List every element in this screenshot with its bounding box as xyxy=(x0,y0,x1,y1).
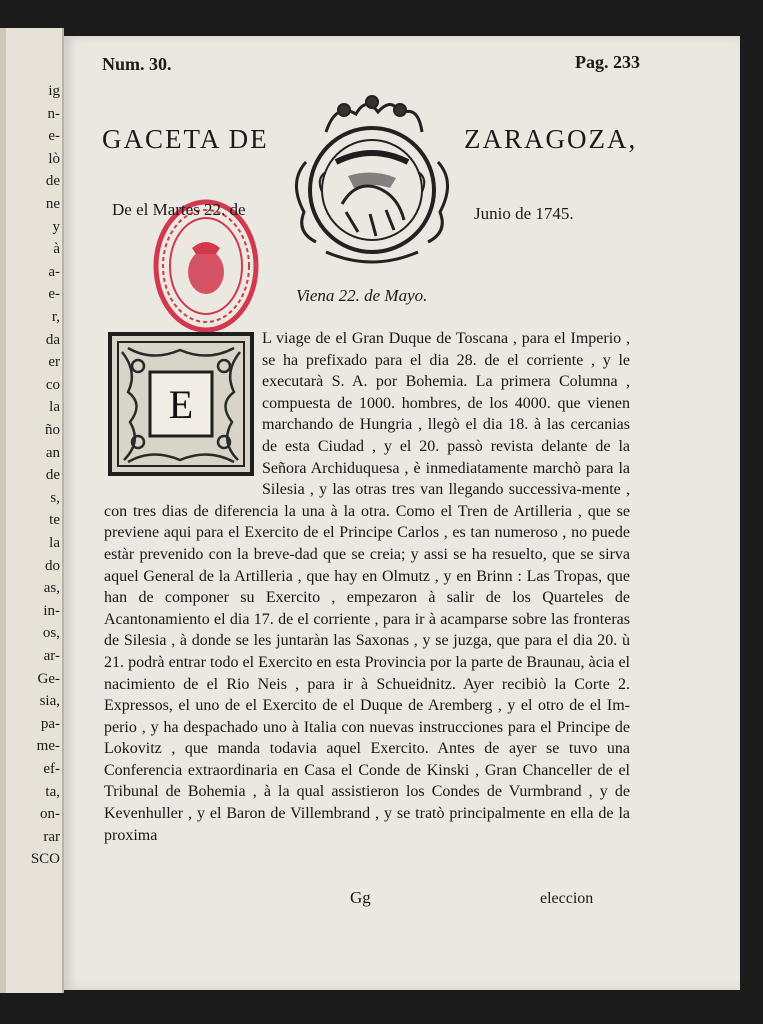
left-page-fragment: do xyxy=(45,557,60,574)
gazette-page xyxy=(64,36,740,990)
left-page-fragment: ig xyxy=(48,83,60,99)
left-page-fragment: lò xyxy=(48,150,60,167)
title-right: ZARAGOZA, xyxy=(464,124,638,154)
left-page-fragment: as, xyxy=(43,580,60,597)
left-page-fragment: e- xyxy=(48,286,60,303)
left-page-fragment: on- xyxy=(40,806,60,823)
left-page-fragment: de xyxy=(45,467,60,484)
left-page-fragment: la xyxy=(49,535,60,551)
initial-spacer xyxy=(104,328,262,494)
left-page-edge xyxy=(0,28,64,993)
article-dateline: Viena 22. de Mayo. xyxy=(296,286,428,305)
left-page-fragment: ño xyxy=(45,422,60,438)
left-page-fragment: an xyxy=(45,444,60,461)
left-page-fragment: a- xyxy=(48,263,60,280)
left-page-fragment: da xyxy=(45,331,60,348)
issue-number: Num. 30. xyxy=(102,54,172,74)
left-page-fragment: à xyxy=(53,241,60,258)
left-page-fragment: s, xyxy=(50,489,60,506)
left-page-fragment: sia, xyxy=(39,693,60,710)
left-page-fragment: la xyxy=(49,399,60,416)
left-page-gutter xyxy=(0,28,6,993)
left-page-fragment: ta, xyxy=(45,783,60,800)
left-page-fragment: r, xyxy=(51,309,60,325)
article-text: L viage de el Gran Duque de Toscana , para el Imperio , se ha prefixado para el dia 28. de el corriente , y le executarà S. A. por Bohemia. La primera Columna , compuesta de 1000. hombres, de los 4000. que vienen marchando de Hungria , llegò el dia 18. à las cercanias de esta Ciudad , y el 20. passò revista delante de la Señora Archiduquesa , è inmediatamente marchò para la Silesia , y las otras tres van llegando successiva-mente , con tres dias de diferencia la una à la otra. Como el Tren de Artilleria , que se previene aqui para el Exercito de el Principe Carlos , es tan numeroso , no puede estàr prevenido con la breve-dad que se creia; y assi se ha resuelto, que se sirva aquel General de la Artilleria , que hay en Olmutz , y en Brinn : Las Tropas, que han de componer su Exercito , empezaron à salir de los Quarteles de Acantonamiento el dia 17. de el corriente , para ir à acamparse sobre las fronteras de Silesia , à donde se les juntaràn las Saxonas , y se juzga, que para el dia 20. ù 21. podrà entrar todo el Exercito en esta Provincia por la parte de Braunau, àcia el nacimiento de el Rio Neis , para ir à Schueidnitz. Ayer recibiò la Corte 2. Expressos, el uno de el Exercito de el Duque de Aremberg , y el otro de el Im-perio , y ha despachado uno à Italia con nuevas instrucciones para el Principe de Lokovitz , que manda todavia aquel Exercito. Antes de ayer se tuvo una Conferencia extraordinaria en Casa el Conde de Kinski , Gran Chanceller de el Tribunal de Bohemia , à la qual assistieron los Condes de Vurmbrand , y de Kevenhuller , y el Baron de Villembrand , y se tratò principalmente en ella de la proxima xyxy=(104,330,630,844)
page-number: Pag. 233 xyxy=(575,52,640,72)
left-page-fragment: me- xyxy=(36,738,60,755)
signature-mark: Gg xyxy=(350,888,371,907)
left-page-fragment: ar- xyxy=(43,648,60,664)
left-page-fragment: ef- xyxy=(43,761,60,777)
left-page-fragment: SCO xyxy=(30,851,60,868)
issue-date-left: De el Martes 22. de xyxy=(112,200,246,219)
left-page-fragment: de xyxy=(45,173,60,190)
zaragoza-crest-emblem xyxy=(286,92,458,270)
left-page-fragment: co xyxy=(45,376,60,393)
left-page-fragment: Ge- xyxy=(37,670,60,687)
issue-date-right: Junio de 1745. xyxy=(474,204,574,223)
left-page-fragment: pa- xyxy=(40,715,60,732)
left-page-fragment: y xyxy=(52,218,60,235)
left-page-fragment: e- xyxy=(48,128,60,145)
left-page-fragment: n- xyxy=(47,105,60,122)
article-body xyxy=(104,328,630,846)
initial-letter: E xyxy=(168,382,194,427)
title-left: GACETA DE xyxy=(102,124,269,154)
left-page-fragment: rar xyxy=(43,828,60,845)
catchword: eleccion xyxy=(540,890,594,907)
left-page-fragment: te xyxy=(49,512,60,529)
left-page-fragment: os, xyxy=(42,625,60,642)
left-page-fragment: ne xyxy=(45,196,60,212)
left-page-fragment: er xyxy=(48,354,60,371)
left-page-fragment: in- xyxy=(43,602,60,619)
